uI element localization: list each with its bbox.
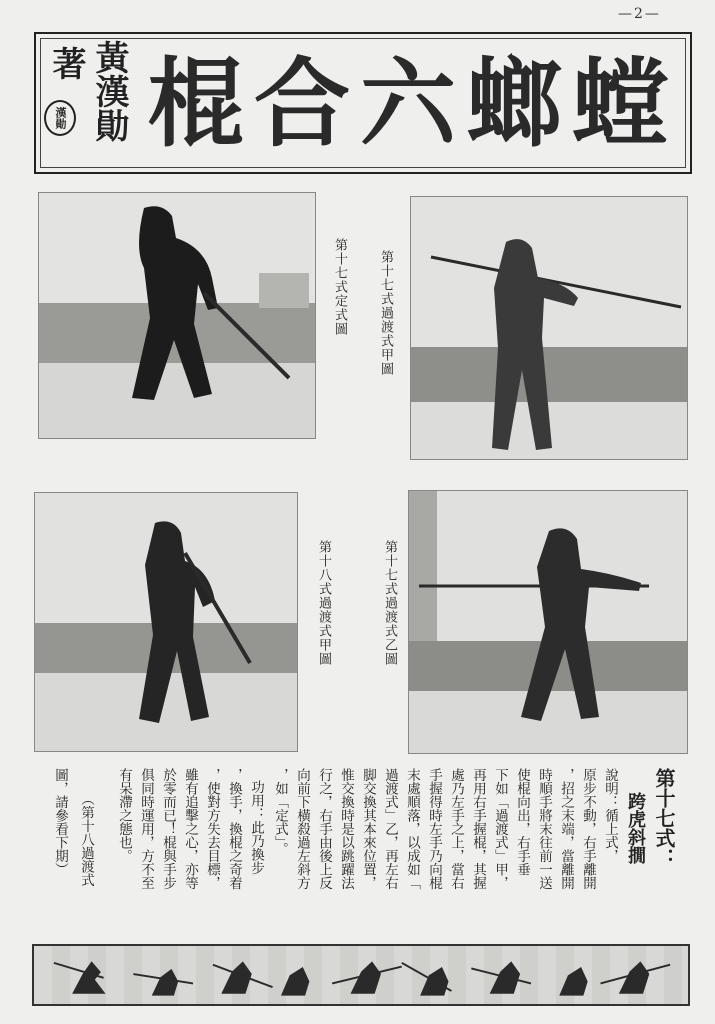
- text-column: 再用右手握棍，其握: [470, 768, 486, 890]
- photo-form18-transition-a: [34, 492, 298, 752]
- caption-photo-4: 第十七式過渡式乙圖: [382, 540, 397, 666]
- text-column: ，如「定式」。: [272, 768, 288, 856]
- text-column: 說明：循上式，: [602, 768, 618, 863]
- author-block: [40, 40, 142, 164]
- text-column: 雖有追擊之心，亦等: [182, 768, 198, 890]
- figure-silhouette-icon: [35, 493, 297, 751]
- text-column: 過渡式」乙，再左右: [382, 768, 398, 890]
- photo-form17-transition-b: [408, 490, 688, 754]
- text-column: ，使對方失去目標，: [204, 768, 220, 890]
- figure-silhouette-icon: [409, 491, 687, 753]
- text-column: 手握得時左手乃向棍: [426, 768, 442, 890]
- text-column: 時順手將末往前一送: [536, 768, 552, 890]
- decorative-figures-strip: [32, 944, 690, 1006]
- text-block: [32, 768, 690, 936]
- title-banner: [34, 32, 692, 174]
- author-seal: 漢勛: [44, 100, 76, 136]
- author-suffix: 著: [46, 46, 86, 80]
- figure-silhouette-icon: [411, 197, 687, 459]
- text-column: 惟交換時是以跳躍法: [338, 768, 354, 890]
- text-column: 使棍向出，右手垂: [514, 768, 530, 876]
- section-title: 第十七式：: [652, 768, 676, 868]
- caption-photo-3: 第十八式過渡式甲圖: [316, 540, 331, 666]
- text-column-note: 圖，請參看下期）: [52, 768, 68, 876]
- caption-photo-1: 第十七式定式圖: [332, 238, 347, 336]
- text-column: ，換手，換棍之奇着: [226, 768, 242, 890]
- fighting-figures-icon: [34, 946, 688, 1004]
- page-number: —2—: [618, 6, 661, 22]
- text-column: 脚交換其本來位置，: [360, 768, 376, 890]
- caption-photo-2: 第十七式過渡式甲圖: [378, 250, 393, 376]
- page-title: 螳螂六合棍: [148, 47, 678, 160]
- author-name: 黃漢勛: [89, 40, 129, 142]
- text-column: 向前下橫殺過左斜方: [294, 768, 310, 890]
- photo-form17-transition-a: [410, 196, 688, 460]
- text-column: 於零而已！棍與手步: [160, 768, 176, 890]
- text-column: 俱同時運用，方不至: [138, 768, 154, 890]
- text-column: 下如「過渡式」甲，: [492, 768, 508, 890]
- text-column: 處乃左手之上，當右: [448, 768, 464, 890]
- text-column: ，招之末端，當離開: [558, 768, 574, 890]
- text-column: 末處順落，以成如「: [404, 768, 420, 890]
- text-column-note: （第十八過渡式: [78, 792, 94, 887]
- text-column: 行之，右手由後上反: [316, 768, 332, 890]
- text-column: 有呆滯之態也。: [116, 768, 132, 863]
- text-column: 功用：此乃換步: [248, 780, 264, 875]
- photo-form17-final: [38, 192, 316, 439]
- text-column: 原步不動，右手離開: [580, 768, 596, 890]
- figure-silhouette-icon: [39, 193, 315, 438]
- section-subtitle: 跨虎斜撊: [625, 792, 646, 864]
